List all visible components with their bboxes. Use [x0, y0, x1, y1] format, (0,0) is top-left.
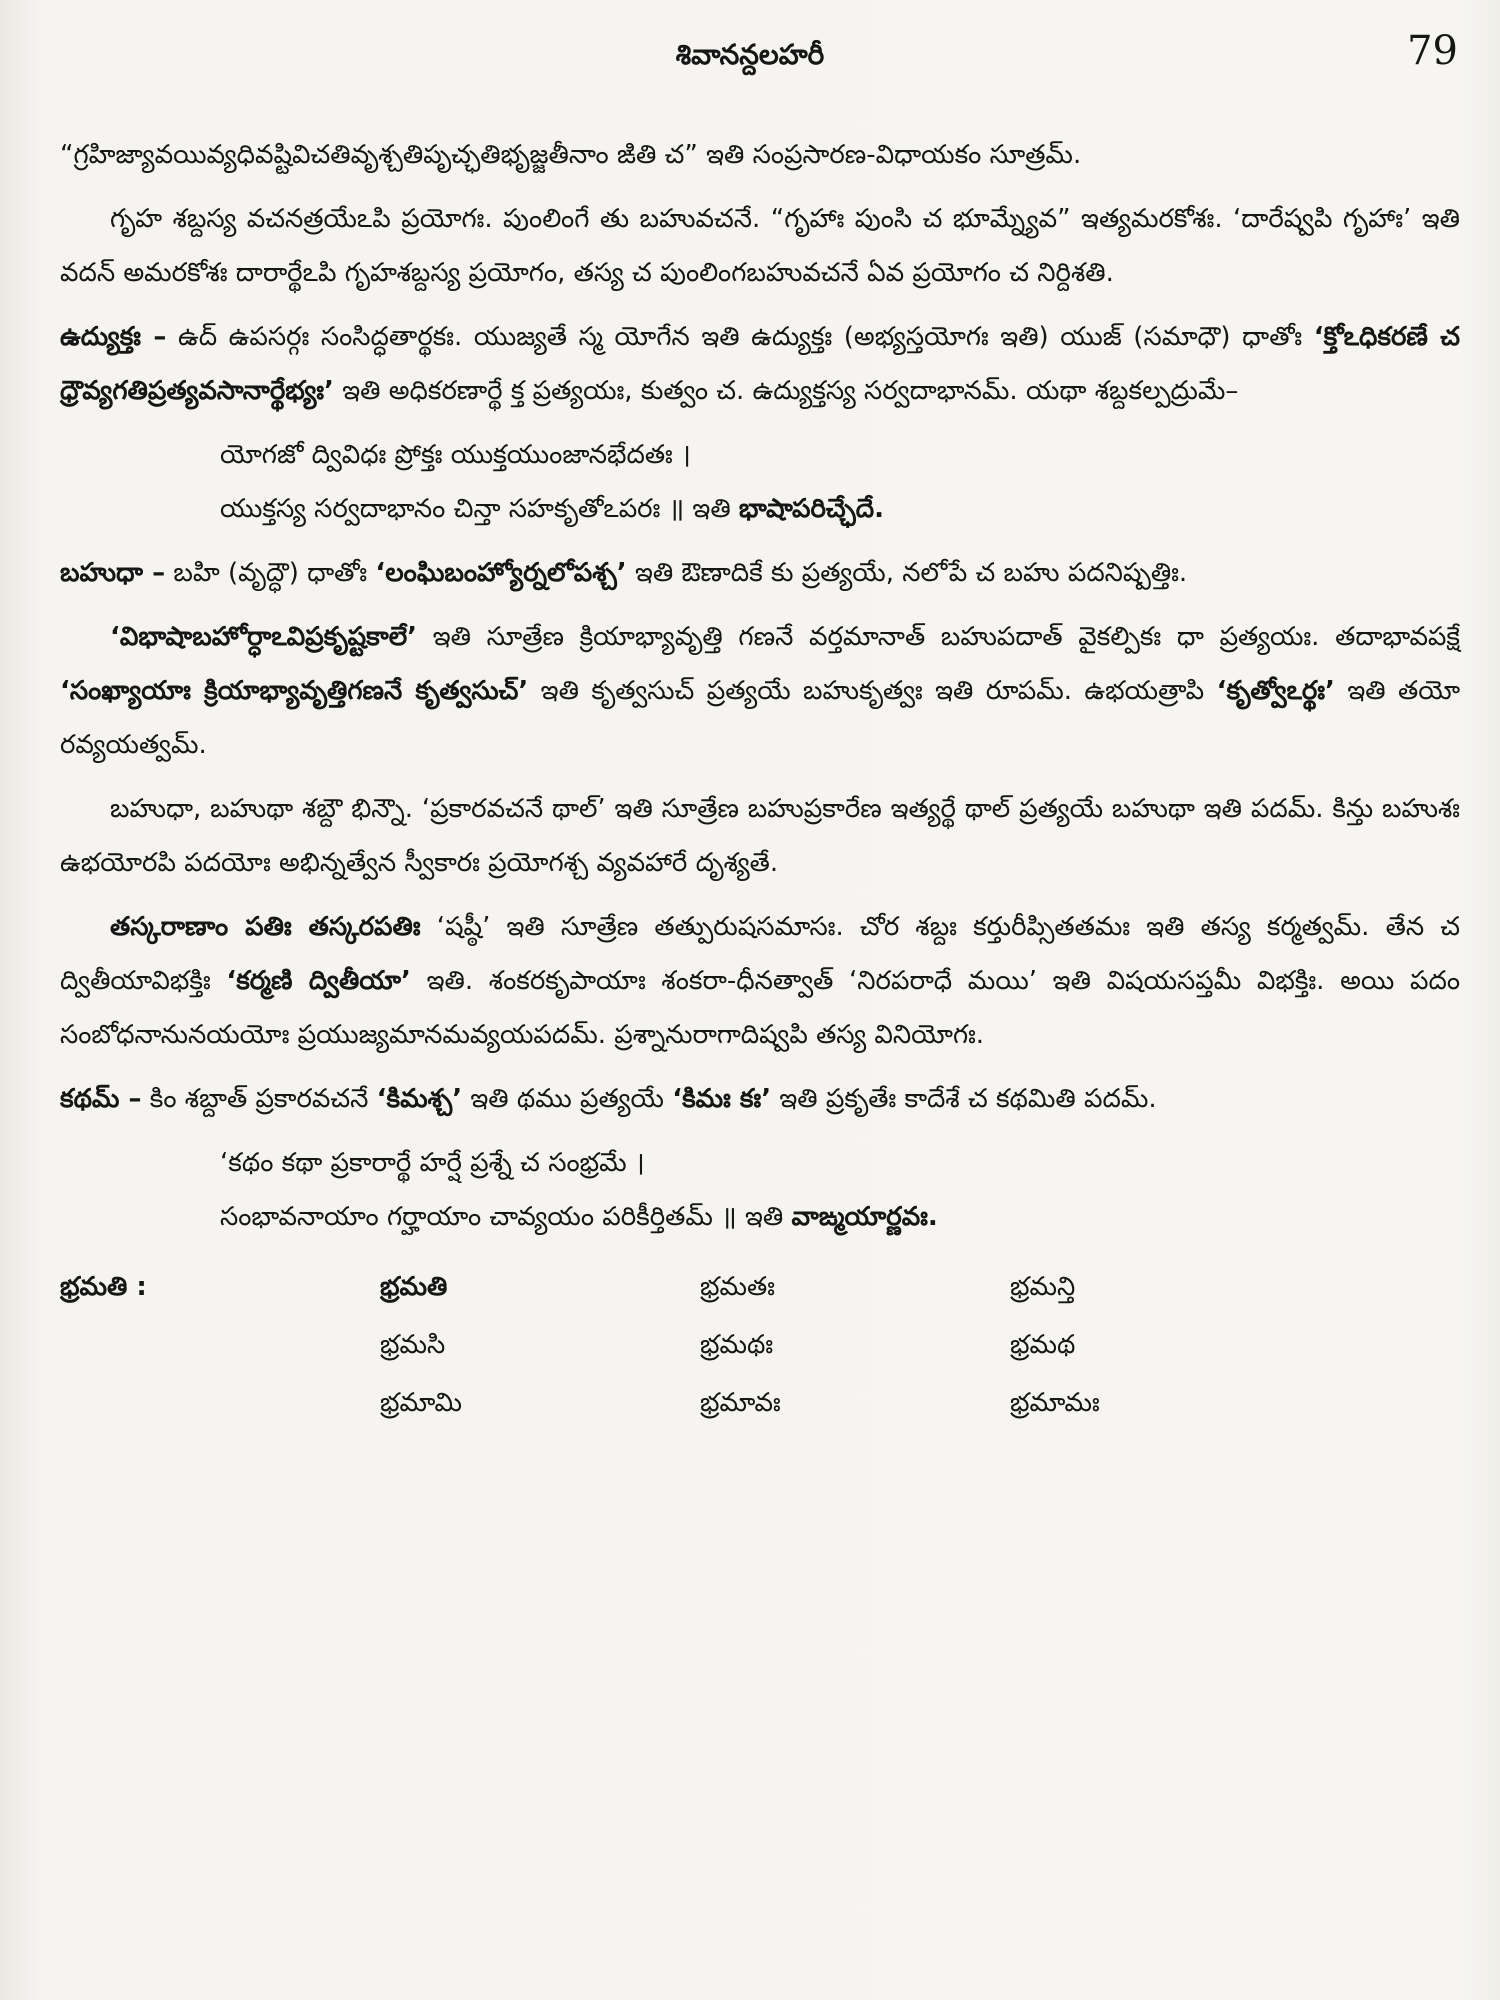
term-bahudha: బహుధా –	[60, 558, 166, 588]
bhramati-conjugation-table	[60, 1260, 1460, 1430]
page-number: 79	[1407, 28, 1458, 74]
page-body	[60, 128, 1460, 1430]
vibhasha-text-3: ఇతి తయో రవ్యయత్వమ్.	[60, 676, 1460, 760]
running-title: శివానన్దలహరీ	[675, 38, 825, 71]
conjugation-cell: భ్రమథః	[700, 1330, 774, 1360]
conjugation-cell: భ్రమన్తి	[1010, 1272, 1076, 1302]
verse-bhashapariccheda	[60, 428, 1460, 536]
conjugation-spacer	[60, 1376, 380, 1430]
bahudha-sutra: ‘లంఘిబంహ్యోర్నలోపశ్చ’	[375, 558, 627, 588]
conjugation-cell: భ్రమావః	[700, 1388, 781, 1418]
paragraph-udyukta	[60, 310, 1460, 418]
katham-text-2: ఇతి థము ప్రత్యయే	[470, 1084, 664, 1114]
conjugation-cell: భ్రమథ	[1010, 1330, 1076, 1360]
paragraph-sutra-quote: “గ్రహిజ్యావయివ్యధివష్టివిచతివృశ్చతిపృచ్ఛతిభృజ్జతీనాం ఙితి చ” ఇతి సంప్రసారణ-విధాయకం సూత్రమ్.	[60, 140, 1082, 170]
verse-line: యోగజో ద్వివిధః ప్రోక్తః యుక్తయుంజానభేదతః ।	[220, 440, 691, 470]
paragraph-taskara	[60, 900, 1460, 1062]
verse-vangmayarnava	[60, 1136, 1460, 1244]
verse-line	[60, 1190, 1460, 1244]
verse-source: భాషాపరిచ్ఛేదే.	[738, 494, 884, 524]
vibhasha-text-2: ఇతి కృత్వసుచ్ ప్రత్యయే బహుకృత్వః ఇతి రూపమ్. ఉభయత్రాపి	[540, 676, 1205, 706]
vibhasha-sutra-3: ‘కృత్వోఽర్థః’	[1216, 676, 1335, 706]
vibhasha-text-1: ఇతి సూత్రేణ క్రియాభ్యావృత్తి గణనే వర్తమానాత్ బహుపదాత్ వైకల్పికః ధా ప్రత్యయః. తదాభావపక్షే	[432, 622, 1460, 652]
udyukta-text-2: ఇతి అధికరణార్థే క్త ప్రత్యయః, కుత్వం చ. ఉద్యుక్తస్య సర్వదాభానమ్. యథా శబ్దకల్పద్రుమే–	[342, 376, 1239, 406]
verse-line-text: సంభావనాయాం గర్హాయాం చావ్యయం పరికీర్తితమ్ ॥ ఇతి	[220, 1202, 784, 1232]
vibhasha-sutra-1: ‘విభాషాబహోర్ధాఽవిప్రకృష్టకాలే’	[110, 622, 418, 652]
paragraph-bahudha	[60, 546, 1460, 600]
conjugation-cell: భ్రమతః	[700, 1272, 775, 1302]
taskara-sutra: ‘కర్మణి ద్వితీయా’	[226, 966, 411, 996]
paragraph-bahutha: బహుధా, బహుథా శబ్దౌ భిన్నౌ. ‘ప్రకారవచనే థాల్’ ఇతి సూత్రేణ బహుప్రకారేణ ఇత్యర్థే థాల్ ప్రత్యయే బహుథా ఇతి పదమ్. కిన్తు బహుశః ఉభయోరపి పదయోః అభిన్నత్వేన స్వీకారః ప్రయోగశ్చ వ్యవహారే దృశ్యతే.	[60, 794, 1460, 878]
vibhasha-sutra-2: ‘సంఖ్యాయాః క్రియాభ్యావృత్తిగణనే కృత్వసుచ్’	[60, 676, 529, 706]
conjugation-cell: భ్రమసి	[380, 1330, 446, 1360]
katham-text-3: ఇతి ప్రకృతేః కాదేశే చ కథమితి పదమ్.	[779, 1084, 1157, 1114]
conjugation-cell: భ్రమామః	[1010, 1388, 1100, 1418]
page-header	[0, 28, 1500, 88]
verse-line-text: యుక్తస్య సర్వదాభానం చిన్తా సహకృతోఽపరః ॥ ఇతి	[220, 494, 731, 524]
verse-source: వాఙ్మయార్ణవః.	[791, 1202, 938, 1232]
term-katham: కథమ్ –	[60, 1084, 142, 1114]
udyukta-text-1: ఉద్ ఉపసర్గః సంసిద్ధతార్థకః. యుజ్యతే స్మ యోగేన ఇతి ఉద్యుక్తః (అభ్యస్తయోగః ఇతి) యుజ్ (సమాధౌ) ధాతోః	[177, 322, 1303, 352]
bahudha-text-1: బహి (వృద్ధౌ) ధాతోః	[173, 558, 368, 588]
katham-sutra-2: ‘కిమః కః’	[672, 1084, 772, 1114]
term-udyukta: ఉద్యుక్తః –	[60, 322, 167, 352]
paragraph-vibhasha	[60, 610, 1460, 772]
paragraph-gruha: గృహ శబ్దస్య వచనత్రయేఽపి ప్రయోగః. పుంలింగే తు బహువచనే. “గృహాః పుంసి చ భూమ్న్యేవ” ఇత్యమరకోశః. ‘దారేష్వపి గృహాః’ ఇతి వదన్ అమరకోశః దారార్థేఽపి గృహశబ్దస్య ప్రయోగం, తస్య చ పుంలింగబహువచనే ఏవ ప్రయోగం చ నిర్దిశతి.	[60, 204, 1460, 288]
taskara-text-2: ఇతి. శంకరకృపాయాః శంకరా-ధీనత్వాత్ ‘నిరపరాధే మయి’ ఇతి విషయసప్తమీ విభక్తిః. అయి పదం సంబోధనానునయయోః ప్రయుజ్యమానమవ్యయపదమ్. ప్రశ్నానురాగాదిష్వపి తస్య వినియోగః.	[60, 966, 1461, 1050]
bahudha-text-2: ఇతి ఔణాదికే కు ప్రత్యయే, నలోపే చ బహు పదనిష్పత్తిః.	[634, 558, 1188, 588]
conjugation-spacer	[60, 1318, 380, 1372]
katham-text-1: కిం శబ్దాత్ ప్రకారవచనే	[149, 1084, 369, 1114]
verse-line: ‘కథం కథా ప్రకారార్థే హర్షే ప్రశ్నే చ సంభ్రమే ।	[220, 1148, 645, 1178]
paragraph-katham	[60, 1072, 1460, 1126]
taskara-text-1: ‘షష్ఠీ’ ఇతి సూత్రేణ తత్పురుషసమాసః. చోర శబ్దః కర్తురీప్సితతమః ఇతి తస్య కర్మత్వమ్. తేన చ ద్వితీయావిభక్తిః	[60, 912, 1460, 996]
conjugation-label: భ్రమతి :	[60, 1272, 147, 1302]
udyukta-sutra: ‘క్తోఽధికరణే చ ధ్రౌవ్యగతిప్రత్యవసానార్థేభ్యః’	[60, 322, 1460, 406]
term-taskara: తస్కరాణాం పతిః తస్కరపతిః	[110, 912, 421, 942]
verse-line	[60, 482, 1460, 536]
conjugation-cell: భ్రమతి	[380, 1272, 448, 1302]
katham-sutra-1: ‘కిమశ్చ’	[376, 1084, 463, 1114]
conjugation-cell: భ్రమామి	[380, 1388, 463, 1418]
